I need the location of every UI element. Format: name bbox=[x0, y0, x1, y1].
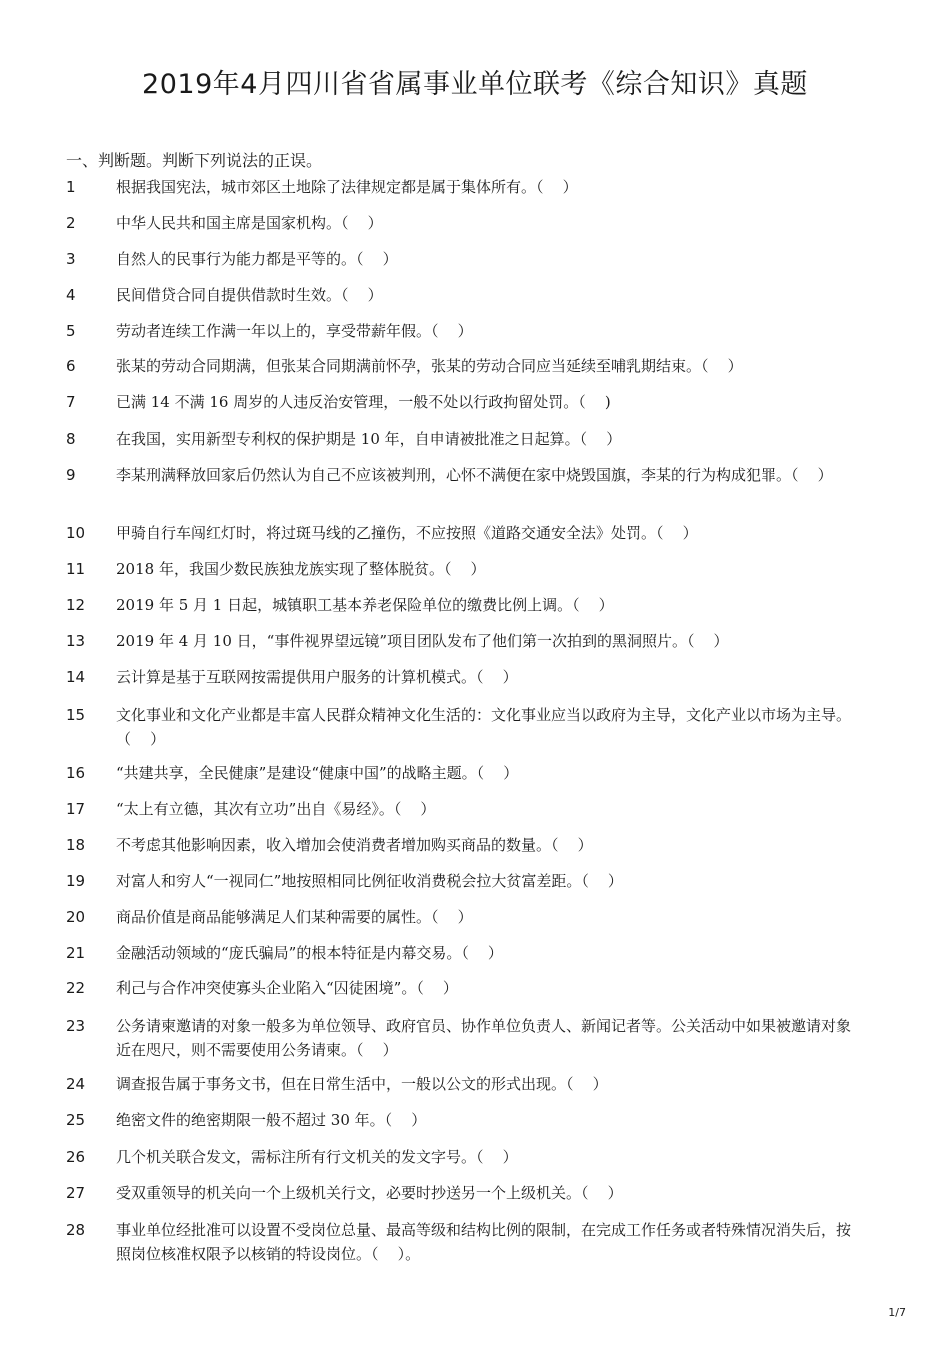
question-number: 13 bbox=[66, 632, 86, 650]
question-text: 2019 年 5 月 1 日起，城镇职工基本养老保险单位的缴费比例上调。（ ） bbox=[116, 596, 614, 614]
question-text: 根据我国宪法，城市郊区土地除了法律规定都是属于集体所有。（ ） bbox=[116, 178, 578, 196]
question-text: 受双重领导的机关向一个上级机关行文，必要时抄送另一个上级机关。（ ） bbox=[116, 1184, 623, 1202]
question-text: “共建共享，全民健康”是建设“健康中国”的战略主题。（ ） bbox=[116, 764, 519, 782]
question-text: 2018 年，我国少数民族独龙族实现了整体脱贫。（ ） bbox=[116, 560, 486, 578]
question-text: 事业单位经批准可以设置不受岗位总量、最高等级和结构比例的限制，在完成工作任务或者特殊情况消失后，按照岗位核准权限予以核销的特设岗位。（ ）。 bbox=[116, 1221, 852, 1263]
page-number: 1/7 bbox=[888, 1306, 906, 1319]
question-number: 9 bbox=[66, 466, 76, 484]
question-text: 文化事业和文化产业都是丰富人民群众精神文化生活的：文化事业应当以政府为主导，文化产业以市场为主导。（ ） bbox=[116, 706, 852, 748]
question-number: 26 bbox=[66, 1148, 86, 1166]
question-number: 21 bbox=[66, 944, 86, 962]
question-text: 调查报告属于事务文书，但在日常生活中，一般以公文的形式出现。（ ） bbox=[116, 1075, 608, 1093]
question-text: 云计算是基于互联网按需提供用户服务的计算机模式。（ ） bbox=[116, 668, 518, 686]
question-number: 1 bbox=[66, 178, 76, 196]
question-text: 已满 14 不满 16 周岁的人违反治安管理，一般不处以行政拘留处罚。（ ) bbox=[116, 393, 611, 411]
question-text: 几个机关联合发文，需标注所有行文机关的发文字号。（ ） bbox=[116, 1148, 518, 1166]
question-number: 2 bbox=[66, 214, 76, 232]
section-heading: 一、判断题。判断下列说法的正误。 bbox=[66, 151, 323, 170]
question-number: 7 bbox=[66, 393, 76, 411]
question-text: 2019 年 4 月 10 日，“事件视界望远镜”项目团队发布了他们第一次拍到的黑洞照片。（ ） bbox=[116, 632, 729, 650]
question-text: 绝密文件的绝密期限一般不超过 30 年。（ ） bbox=[116, 1111, 427, 1129]
question-number: 22 bbox=[66, 979, 86, 997]
question-text: 甲骑自行车闯红灯时，将过斑马线的乙撞伤，不应按照《道路交通安全法》处罚。（ ） bbox=[116, 524, 698, 542]
question-text: 在我国，实用新型专利权的保护期是 10 年，自申请被批准之日起算。（ ） bbox=[116, 430, 622, 448]
question-text: 中华人民共和国主席是国家机构。（ ） bbox=[116, 214, 383, 232]
question-number: 14 bbox=[66, 668, 86, 686]
question-text: 公务请柬邀请的对象一般多为单位领导、政府官员、协作单位负责人、新闻记者等。公关活动中如果被邀请对象近在咫尺，则不需要使用公务请柬。（ ） bbox=[116, 1017, 852, 1059]
question-text: 不考虑其他影响因素，收入增加会使消费者增加购买商品的数量。（ ） bbox=[116, 836, 593, 854]
question-text: “太上有立德，其次有立功”出自《易经》。（ ） bbox=[116, 800, 436, 818]
question-number: 25 bbox=[66, 1111, 86, 1129]
question-number: 23 bbox=[66, 1017, 86, 1035]
question-number: 4 bbox=[66, 286, 76, 304]
question-number: 6 bbox=[66, 357, 76, 375]
question-number: 27 bbox=[66, 1184, 86, 1202]
question-text: 对富人和穷人“一视同仁”地按照相同比例征收消费税会拉大贫富差距。（ ） bbox=[116, 872, 623, 890]
document-title: 2019年4月四川省省属事业单位联考《综合知识》真题 bbox=[142, 69, 808, 100]
question-text: 金融活动领域的“庞氏骗局”的根本特征是内幕交易。（ ） bbox=[116, 944, 503, 962]
question-text: 民间借贷合同自提供借款时生效。（ ） bbox=[116, 286, 383, 304]
question-number: 11 bbox=[66, 560, 86, 578]
question-number: 16 bbox=[66, 764, 86, 782]
question-text: 张某的劳动合同期满，但张某合同期满前怀孕，张某的劳动合同应当延续至哺乳期结束。（ ） bbox=[116, 357, 743, 375]
question-number: 8 bbox=[66, 430, 76, 448]
question-number: 3 bbox=[66, 250, 76, 268]
question-number: 17 bbox=[66, 800, 86, 818]
question-number: 5 bbox=[66, 322, 76, 340]
question-text: 商品价值是商品能够满足人们某种需要的属性。（ ） bbox=[116, 908, 473, 926]
question-text: 劳动者连续工作满一年以上的，享受带薪年假。（ ） bbox=[116, 322, 473, 340]
question-number: 28 bbox=[66, 1221, 86, 1239]
question-text: 李某刑满释放回家后仍然认为自己不应该被判刑，心怀不满便在家中烧毁国旗，李某的行为构成犯罪。（ ） bbox=[116, 466, 833, 484]
question-number: 24 bbox=[66, 1075, 86, 1093]
question-number: 12 bbox=[66, 596, 86, 614]
question-text: 利己与合作冲突使寡头企业陷入“囚徒困境”。（ ） bbox=[116, 979, 458, 997]
question-number: 19 bbox=[66, 872, 86, 890]
question-number: 20 bbox=[66, 908, 86, 926]
question-number: 10 bbox=[66, 524, 86, 542]
question-number: 18 bbox=[66, 836, 86, 854]
question-text: 自然人的民事行为能力都是平等的。（ ） bbox=[116, 250, 398, 268]
question-number: 15 bbox=[66, 706, 86, 724]
